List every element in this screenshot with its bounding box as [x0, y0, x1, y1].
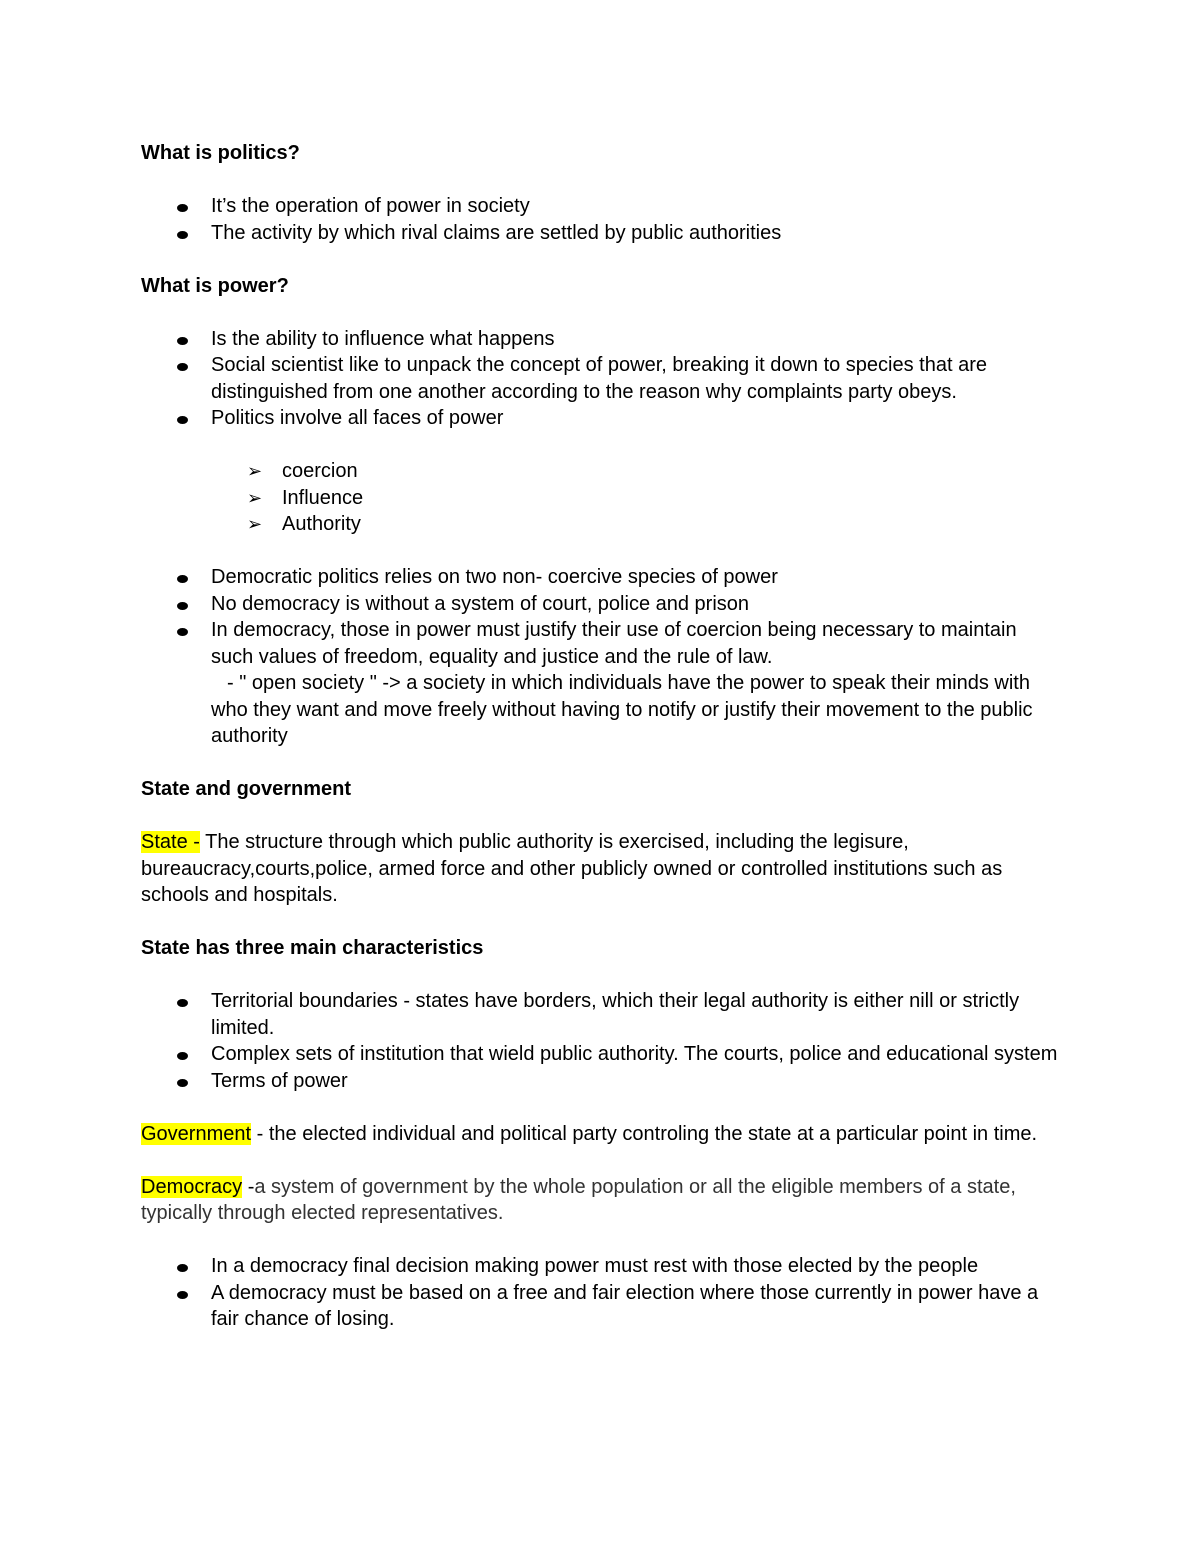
bullet-icon — [177, 416, 188, 424]
politics-bullet-list — [141, 193, 1061, 246]
bullet-icon — [177, 628, 188, 636]
heading-what-is-politics: What is politics? — [141, 142, 300, 164]
list-item: Democratic politics relies on two non- coercive species of power — [211, 564, 1061, 591]
government-definition: Government - the elected individual and political party controling the state at a particular point in time. — [141, 1122, 1038, 1145]
state-term-highlight: State - — [141, 831, 200, 853]
heading-what-is-power: What is power? — [141, 274, 289, 297]
list-item: ➢ Authority — [282, 511, 1061, 538]
bullet-icon — [177, 231, 188, 239]
list-item: Complex sets of institution that wield public authority. The courts, police and educational system — [211, 1041, 1061, 1068]
document-page — [141, 140, 1061, 1333]
bullet-icon — [177, 1264, 188, 1272]
power-bullet-list — [141, 326, 1061, 432]
heading-state-and-government: State and government — [141, 778, 352, 800]
government-term-highlight: Government — [141, 1122, 252, 1145]
democracy-term-highlight: Democracy — [141, 1175, 243, 1198]
bullet-icon — [177, 1052, 188, 1060]
list-item: It’s the operation of power in society — [211, 193, 1061, 220]
democracy-definition: Democracy -a system of government by the whole population or all the eligible members of a state, typically through elected representatives. — [141, 1175, 1016, 1224]
list-item: Terms of power — [211, 1068, 1061, 1095]
list-item: ➢ Influence — [282, 485, 1061, 512]
bullet-icon — [177, 999, 188, 1007]
bullet-icon — [177, 337, 188, 345]
list-item: Territorial boundaries - states have borders, which their legal authority is either nill or strictly limited. — [211, 988, 1061, 1041]
arrowhead-bullet-icon: ➢ — [247, 487, 263, 508]
list-item: Social scientist like to unpack the concept of power, breaking it down to species that are distinguished from one another according to the reason why complaints party obeys. — [211, 352, 1061, 405]
list-item: No democracy is without a system of court, police and prison — [211, 591, 1061, 618]
democracy-bullet-list — [141, 1253, 1061, 1333]
open-society-note: " open society " -> a society in which individuals have the power to speak their minds with who they want and move freely without having to notify or justify their movement to the public authority — [211, 672, 1033, 747]
open-society-dash: - — [227, 672, 234, 694]
list-item: Is the ability to influence what happens — [211, 326, 1061, 353]
list-item: A democracy must be based on a free and fair election where those currently in power have a fair chance of losing. — [211, 1280, 1061, 1333]
list-item: In democracy, those in power must justify their use of coercion being necessary to maintain such values of freedom, equality and justice and the rule of law. - " open society " -> a society in which individuals have the power to speak their minds with who they want and move freely without having to notify or justify their movement to the public authority — [211, 617, 1061, 750]
bullet-icon — [177, 363, 188, 371]
state-definition: State - The structure through which public authority is exercised, including the legisure, bureaucracy,courts,police, armed force and other publicly owned or controlled institutions such as schools and hospitals. — [141, 831, 1003, 906]
list-item: Politics involve all faces of power — [211, 405, 1061, 432]
democracy-power-bullet-list — [141, 564, 1061, 750]
bullet-icon — [177, 602, 188, 610]
arrowhead-bullet-icon: ➢ — [247, 461, 263, 481]
bullet-icon — [177, 575, 188, 583]
characteristics-bullet-list — [141, 988, 1061, 1094]
list-item: ➢ coercion — [282, 458, 1061, 485]
bullet-icon — [177, 1079, 188, 1087]
faces-of-power-list — [141, 458, 1061, 538]
heading-state-characteristics: State has three main characteristics — [141, 937, 484, 959]
bullet-icon — [177, 1291, 188, 1299]
list-item: In a democracy final decision making power must rest with those elected by the people — [211, 1253, 1061, 1280]
arrowhead-bullet-icon: ➢ — [247, 514, 263, 534]
bullet-icon — [177, 204, 188, 212]
list-item: The activity by which rival claims are settled by public authorities — [211, 220, 1061, 247]
